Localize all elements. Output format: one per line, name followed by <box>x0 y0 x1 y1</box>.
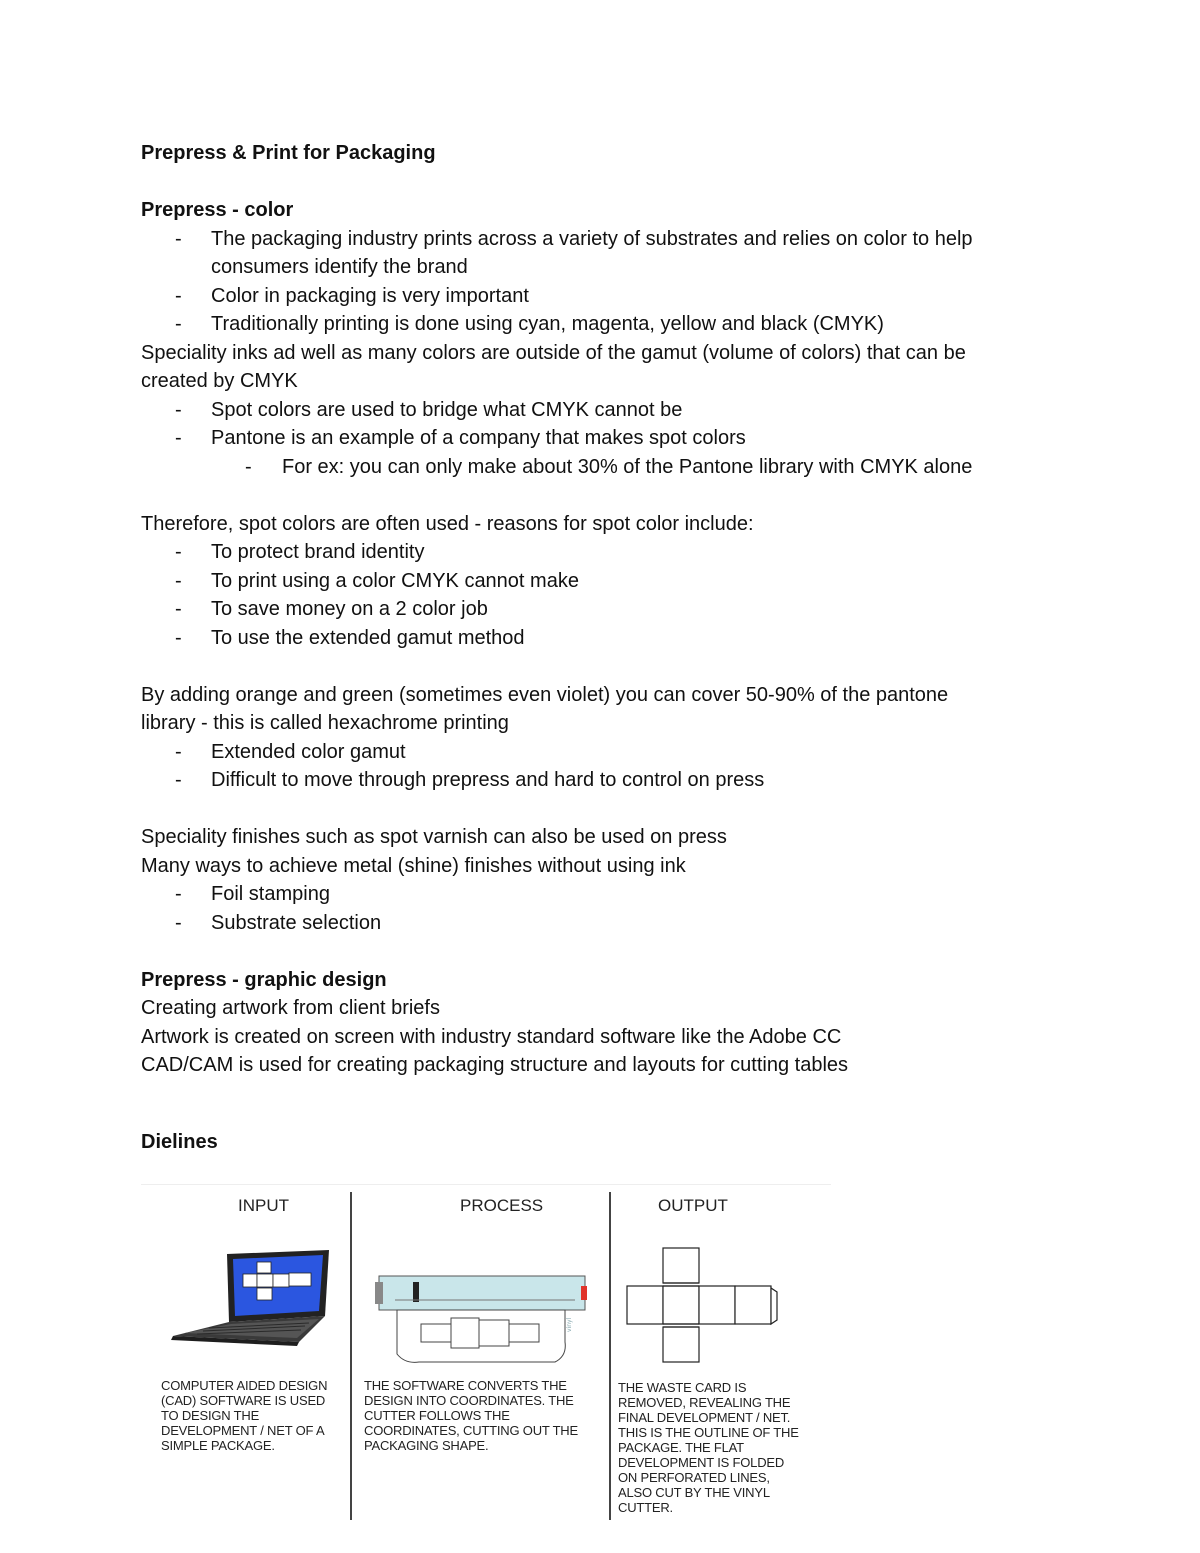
list-item-text: To use the extended gamut method <box>211 626 525 649</box>
list-item <box>141 595 1061 624</box>
list-item <box>141 766 1061 795</box>
paragraph: Speciality inks ad well as many colors are outside of the gamut (volume of colors) that can be <box>141 341 966 364</box>
list-item <box>141 738 1061 767</box>
paragraph: By adding orange and green (sometimes even violet) you can cover 50-90% of the pantone <box>141 683 949 706</box>
list-item-text: Difficult to move through prepress and hard to control on press <box>211 769 765 791</box>
paragraph: Therefore, spot colors are often used - reasons for spot color include: <box>141 512 754 535</box>
list-item <box>141 880 1061 909</box>
input-label: INPUT <box>238 1196 289 1215</box>
column-divider <box>350 1192 352 1520</box>
list-item-text: Color in packaging is very important <box>211 284 529 307</box>
list-item <box>141 424 1061 453</box>
bullet-dash: - <box>175 740 182 763</box>
list-item-text: Foil stamping <box>211 883 330 905</box>
process-caption: THE SOFTWARE CONVERTS THE DESIGN INTO COORDINATES. THE CUTTER FOLLOWS THE COORDINATES, CUTTING OUT THE PACKAGING SHAPE. <box>364 1378 578 1453</box>
cube-net-icon <box>625 1246 785 1368</box>
paragraph: library - this is called hexachrome printing <box>141 712 509 734</box>
input-caption: COMPUTER AIDED DESIGN (CAD) SOFTWARE IS USED TO DESIGN THE DEVELOPMENT / NET OF A SIMPLE PACKAGE. <box>161 1378 328 1453</box>
paragraph: Artwork is created on screen with industry standard software like the Adobe CC <box>141 1025 842 1048</box>
vinyl-cutter-icon <box>375 1272 590 1367</box>
list-item <box>141 396 1061 425</box>
bullet-dash: - <box>175 883 182 905</box>
bullet-dash: - <box>175 541 182 563</box>
bullet-dash: - <box>175 427 182 449</box>
bullet-dash: - <box>175 313 182 335</box>
bullet-dash: - <box>175 769 182 791</box>
paragraph: Creating artwork from client briefs <box>141 997 440 1019</box>
list-item-text: To print using a color CMYK cannot make <box>211 569 579 592</box>
list-item <box>141 225 1061 282</box>
sub-list-item <box>141 453 1061 482</box>
section-heading-color: Prepress - color <box>141 199 294 221</box>
laptop-icon <box>169 1246 334 1346</box>
list-item <box>141 909 1061 938</box>
list-item-text: Substrate selection <box>211 911 382 934</box>
output-label: OUTPUT <box>658 1196 728 1215</box>
list-item-text: Spot colors are used to bridge what CMYK cannot be <box>211 398 683 421</box>
bullet-dash: - <box>245 455 252 478</box>
list-item <box>141 282 1061 311</box>
section-heading-design: Prepress - graphic design <box>141 968 387 991</box>
document-body <box>141 139 1061 1156</box>
paragraph: Speciality finishes such as spot varnish can also be used on press <box>141 826 727 848</box>
list-item-text: To save money on a 2 color job <box>211 598 488 620</box>
bullet-dash: - <box>175 398 182 421</box>
list-item-text: The packaging industry prints across a variety of substrates and relies on color to help consumers identify the brand <box>211 227 973 278</box>
list-item-text: To protect brand identity <box>211 541 425 563</box>
list-item <box>141 310 1061 339</box>
list-item-text: For ex: you can only make about 30% of the Pantone library with CMYK alone <box>282 455 973 478</box>
paragraph: Many ways to achieve metal (shine) finishes without using ink <box>141 854 686 877</box>
bullet-dash: - <box>175 284 182 307</box>
list-item <box>141 624 1061 653</box>
paragraph: CAD/CAM is used for creating packaging structure and layouts for cutting tables <box>141 1054 849 1076</box>
list-item <box>141 567 1061 596</box>
bullet-dash: - <box>175 227 182 250</box>
bullet-dash: - <box>175 598 182 620</box>
bullet-dash: - <box>175 569 182 592</box>
process-label: PROCESS <box>460 1196 544 1215</box>
column-divider <box>609 1192 611 1520</box>
output-caption: THE WASTE CARD IS REMOVED, REVEALING THE FINAL DEVELOPMENT / NET. THIS IS THE OUTLINE OF THE PACKAGE. THE FLAT DEVELOPMENT IS FOLDED ON PERFORATED LINES, ALSO CUT BY THE VINYL CUTTER. <box>618 1380 799 1515</box>
bullet-dash: - <box>175 626 182 649</box>
paragraph: created by CMYK <box>141 370 298 392</box>
section-heading-dielines: Dielines <box>141 1130 218 1153</box>
list-item <box>141 538 1061 567</box>
dieline-figure <box>141 1184 831 1524</box>
list-item-text: Extended color gamut <box>211 740 406 763</box>
list-item-text: Traditionally printing is done using cyan, magenta, yellow and black (CMYK) <box>211 313 884 335</box>
document-title: Prepress & Print for Packaging <box>141 142 436 164</box>
bullet-dash: - <box>175 911 182 934</box>
list-item-text: Pantone is an example of a company that makes spot colors <box>211 427 746 449</box>
svg-text:vinyl: vinyl <box>566 1317 573 1332</box>
